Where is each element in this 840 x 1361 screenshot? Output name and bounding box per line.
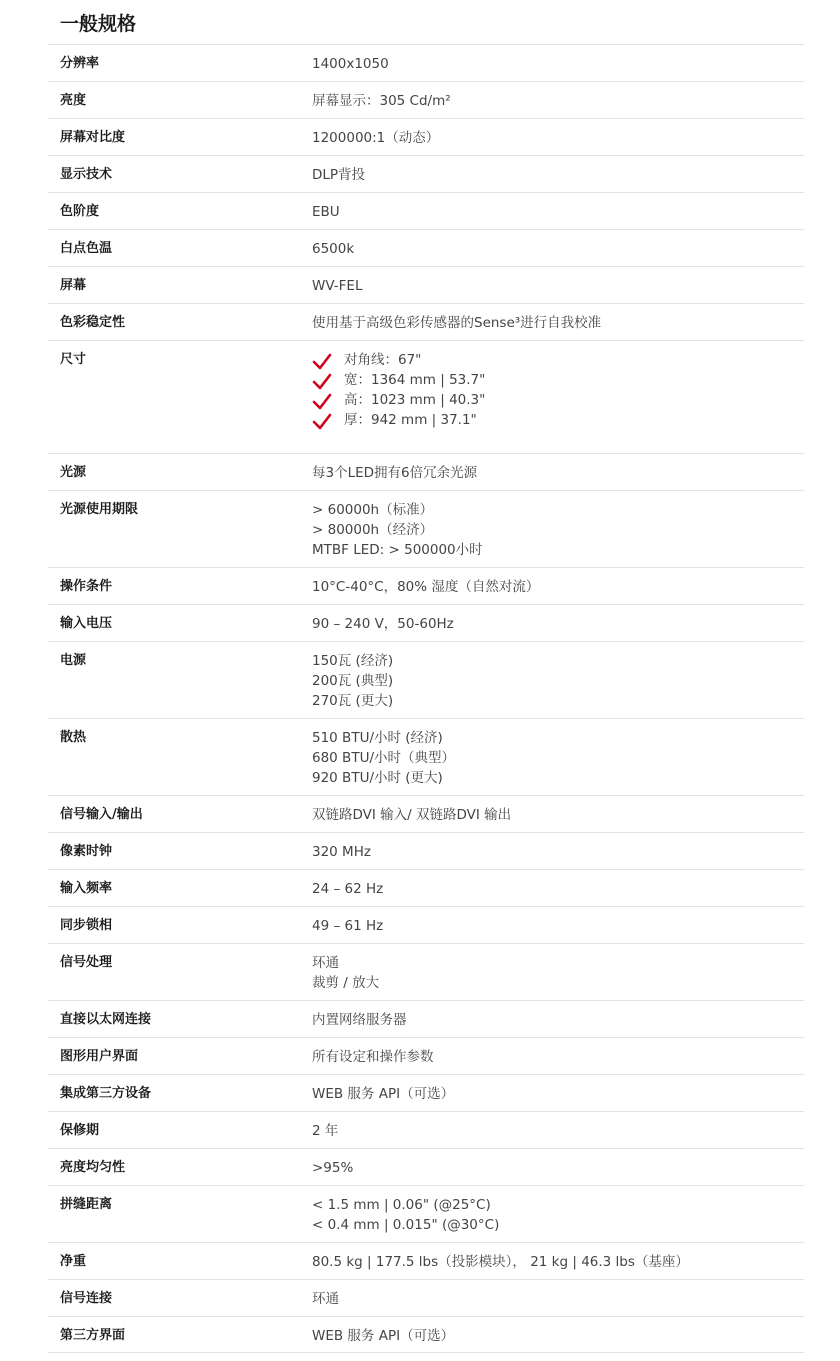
spec-value (312, 879, 804, 906)
spec-value (312, 463, 804, 490)
spec-value-line: 6500k (312, 241, 355, 257)
spec-value-line: 内置网络服务器 (312, 1012, 407, 1028)
spec-value-line: 200瓦 (典型) (312, 673, 394, 689)
dimension-text: 对角线：67" (344, 352, 422, 368)
spec-value (312, 500, 804, 567)
spec-row (48, 266, 804, 303)
spec-value-line: 80.5 kg | 177.5 lbs（投影模块）， 21 kg | 46.3 lbs（基座） (312, 1254, 689, 1270)
spec-value-line: 24 – 62 Hz (312, 881, 384, 897)
spec-value-line: 2 年 (312, 1123, 339, 1139)
spec-value-line: DLP背投 (312, 167, 366, 183)
spec-label: 操作条件 (60, 579, 113, 594)
dimension-text: 高：1023 mm | 40.3" (344, 392, 486, 408)
spec-value-line: > 80000h（经济） (312, 522, 434, 538)
spec-label: 显示技术 (60, 167, 113, 182)
dimension-text: 厚：942 mm | 37.1" (344, 412, 477, 428)
spec-row (48, 303, 804, 340)
checkmark-icon (312, 372, 332, 392)
spec-value (312, 128, 804, 155)
spec-row (48, 641, 804, 718)
spec-value-line: 10°C-40°C，80% 湿度（自然对流） (312, 579, 540, 595)
spec-value (312, 1084, 804, 1111)
dimension-item (312, 370, 804, 390)
spec-label: 输入电压 (60, 616, 113, 631)
spec-value-line: 裁剪 / 放大 (312, 975, 380, 991)
spec-label: 信号连接 (60, 1291, 113, 1306)
spec-row (48, 1037, 804, 1074)
spec-value (312, 1158, 804, 1185)
spec-value (312, 202, 804, 229)
spec-value (312, 1195, 804, 1242)
spec-value-line: 环通 (312, 1291, 339, 1307)
spec-value (312, 805, 804, 832)
spec-value-line: WV-FEL (312, 278, 363, 294)
dimension-item (312, 390, 804, 410)
spec-value (312, 1047, 804, 1074)
spec-label: 保修期 (60, 1123, 100, 1138)
spec-row (48, 604, 804, 641)
dimension-text: 宽：1364 mm | 53.7" (344, 372, 486, 388)
dimension-item (312, 350, 804, 370)
spec-label: 尺寸 (60, 352, 87, 367)
spec-label: 像素时钟 (60, 844, 113, 859)
spec-value (312, 1326, 804, 1352)
dimension-item (312, 410, 804, 430)
spec-row (48, 453, 804, 490)
spec-row (48, 718, 804, 795)
spec-label: 白点色温 (60, 241, 113, 256)
spec-value-line: EBU (312, 204, 340, 220)
spec-value-line: 150瓦 (经济) (312, 653, 394, 669)
spec-value (312, 577, 804, 604)
spec-row (48, 1148, 804, 1185)
spec-value-line: 320 MHz (312, 844, 371, 860)
spec-label: 第三方界面 (60, 1328, 126, 1343)
spec-label: 拼缝距离 (60, 1197, 113, 1212)
spec-value (312, 165, 804, 192)
spec-label: 亮度均匀性 (60, 1160, 126, 1175)
spec-value-line: 270瓦 (更大) (312, 693, 394, 709)
spec-row (48, 567, 804, 604)
spec-value-line: > 60000h（标准） (312, 502, 434, 518)
spec-value-line: 1200000:1（动态） (312, 130, 440, 146)
spec-row (48, 869, 804, 906)
spec-value (312, 276, 804, 303)
spec-value (312, 1289, 804, 1316)
spec-value-line: WEB 服务 API（可选） (312, 1328, 455, 1344)
spec-value (312, 1010, 804, 1037)
checkmark-icon (312, 412, 332, 432)
spec-value (312, 842, 804, 869)
checkmark-icon (312, 352, 332, 372)
spec-row (48, 1279, 804, 1316)
spec-label: 同步锁相 (60, 918, 113, 933)
spec-value-line: 1400x1050 (312, 56, 389, 72)
spec-label: 输入频率 (60, 881, 113, 896)
spec-row (48, 490, 804, 567)
spec-value-line: 使用基于高级色彩传感器的Sense³进行自我校准 (312, 315, 602, 331)
spec-row (48, 1000, 804, 1037)
spec-row (48, 906, 804, 943)
section-title: 一般规格 (60, 13, 137, 35)
spec-label: 光源使用期限 (60, 502, 139, 517)
spec-value-line: MTBF LED: > 500000小时 (312, 542, 483, 558)
spec-row (48, 1111, 804, 1148)
spec-label: 分辨率 (60, 56, 100, 71)
spec-row (48, 81, 804, 118)
spec-value-line: WEB 服务 API（可选） (312, 1086, 455, 1102)
spec-row (48, 1185, 804, 1242)
spec-value-line: < 1.5 mm | 0.06" (@25°C) (312, 1197, 491, 1213)
spec-label: 屏幕 (60, 278, 87, 293)
spec-row (48, 1316, 804, 1353)
spec-value (312, 728, 804, 795)
spec-row (48, 1242, 804, 1279)
spec-row (48, 229, 804, 266)
spec-value-line: 49 – 61 Hz (312, 918, 384, 934)
spec-row (48, 795, 804, 832)
spec-label: 集成第三方设备 (60, 1086, 152, 1101)
spec-value (312, 651, 804, 718)
spec-value-line: 90 – 240 V，50-60Hz (312, 616, 454, 632)
spec-value (312, 54, 804, 81)
spec-row (48, 340, 804, 453)
spec-row (48, 1074, 804, 1111)
spec-row (48, 943, 804, 1000)
spec-row (48, 118, 804, 155)
spec-value (312, 1121, 804, 1148)
spec-value-line: 屏幕显示：305 Cd/m² (312, 93, 451, 109)
spec-row (48, 192, 804, 229)
spec-row (48, 155, 804, 192)
spec-row (48, 832, 804, 869)
spec-value-line: 每3个LED拥有6倍冗余光源 (312, 465, 478, 481)
spec-label: 净重 (60, 1254, 87, 1269)
checkmark-icon (312, 392, 332, 412)
spec-label: 色彩稳定性 (60, 315, 126, 330)
spec-value (312, 916, 804, 943)
spec-label: 信号处理 (60, 955, 113, 970)
spec-label: 光源 (60, 465, 87, 480)
spec-value (312, 313, 804, 340)
spec-label: 直接以太网连接 (60, 1012, 152, 1027)
spec-value-line: >95% (312, 1160, 354, 1176)
spec-label: 散热 (60, 730, 87, 745)
spec-value (312, 614, 804, 641)
spec-label: 色阶度 (60, 204, 100, 219)
spec-label: 亮度 (60, 93, 87, 108)
spec-value (312, 239, 804, 266)
spec-label: 屏幕对比度 (60, 130, 126, 145)
spec-label: 电源 (60, 653, 87, 668)
spec-row (48, 44, 804, 81)
spec-value-line: 环通 (312, 955, 339, 971)
spec-value-line: 680 BTU/小时（典型） (312, 750, 455, 766)
spec-value-line: 920 BTU/小时 (更大) (312, 770, 443, 786)
spec-value-line: 所有设定和操作参数 (312, 1049, 434, 1065)
spec-value (312, 1252, 804, 1279)
spec-value (312, 350, 804, 453)
spec-value-line: 510 BTU/小时 (经济) (312, 730, 443, 746)
spec-value-line: 双链路DVI 输入/ 双链路DVI 输出 (312, 807, 512, 823)
spec-value (312, 953, 804, 1000)
spec-label: 信号输入/输出 (60, 807, 143, 822)
spec-label: 图形用户界面 (60, 1049, 139, 1064)
spec-table (48, 44, 804, 1353)
spec-value-line: < 0.4 mm | 0.015" (@30°C) (312, 1217, 500, 1233)
spec-value (312, 91, 804, 118)
